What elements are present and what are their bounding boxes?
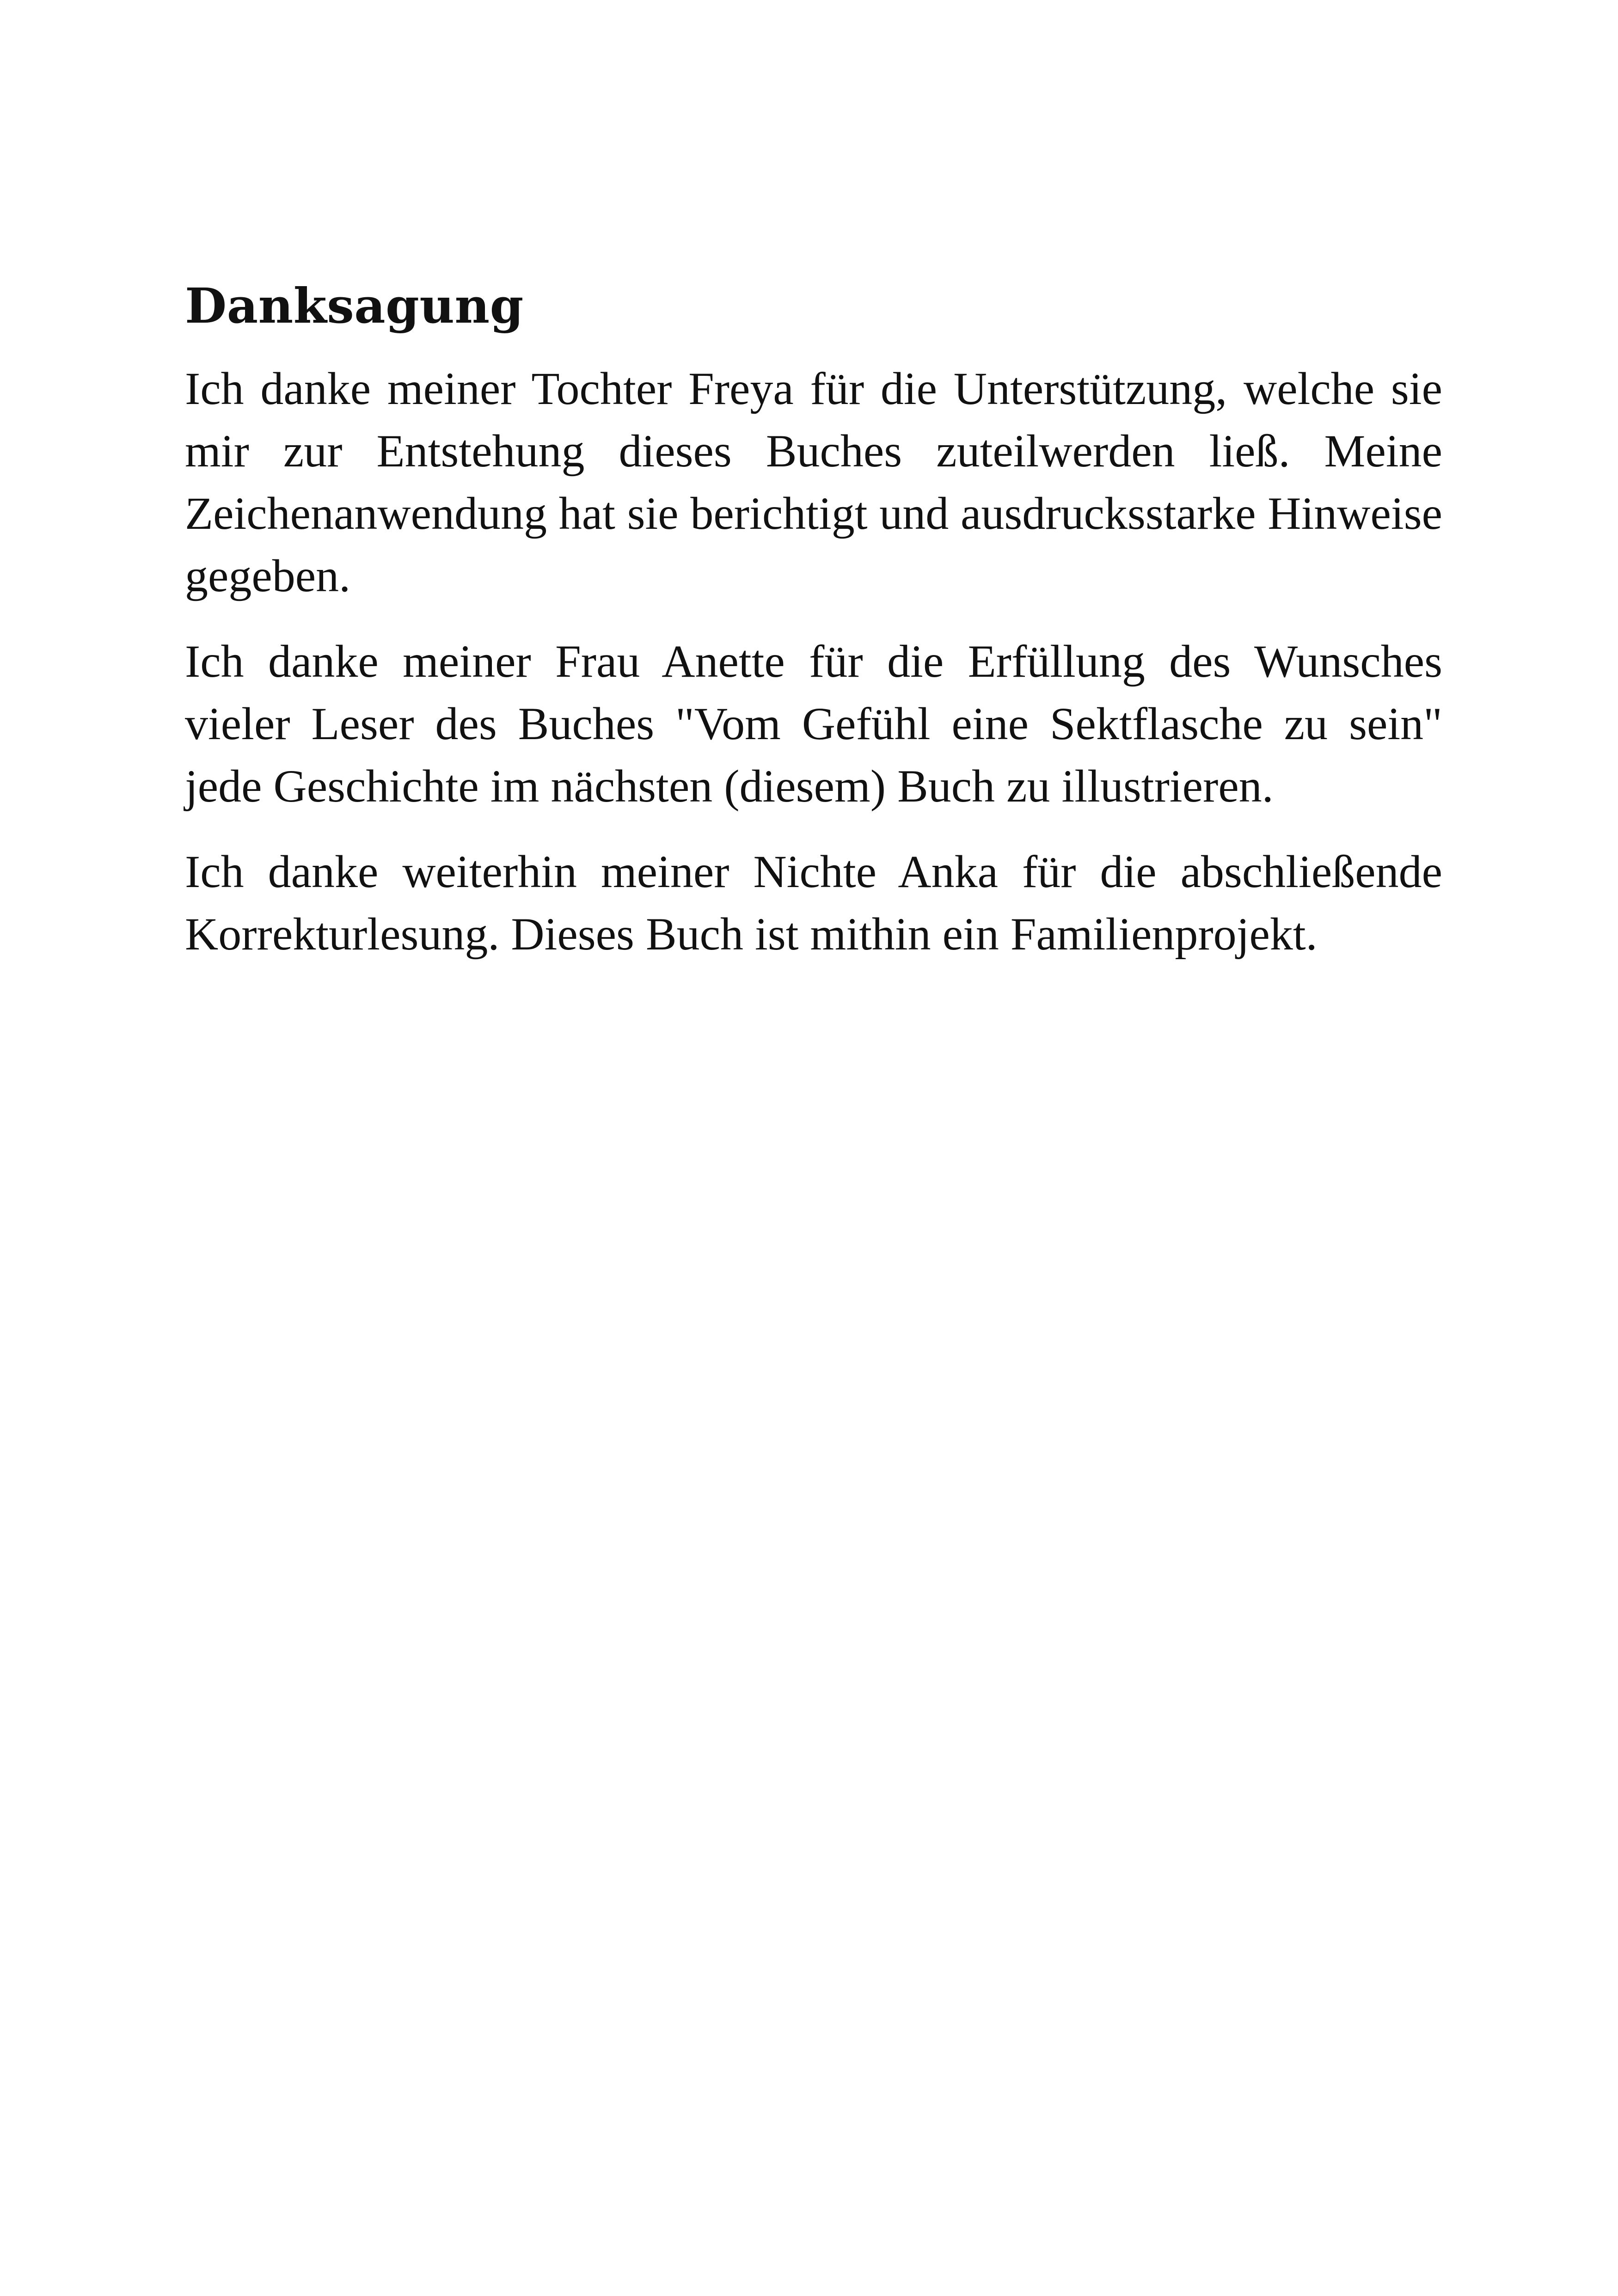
page-title: Danksagung [185,277,524,334]
paragraph-2: Ich danke meiner Frau Anette für die Erfüllung des Wunsches vieler Leser des Buches "Vom Gefühl eine Sektflasche zu sein" jede Geschichte im nächsten (diesem) Buch zu illustrieren. [185,635,1442,812]
page-content [185,277,1442,988]
paragraph-1: Ich danke meiner Tochter Freya für die Unterstützung, welche sie mir zur Entstehung dieses Buches zuteilwerden ließ. Meine Zeichenanwendung hat sie berichtigt und ausdrucksstarke Hinweise gegeben. [185,362,1442,601]
paragraph-3: Ich danke weiterhin meiner Nichte Anka für die abschließende Korrekturlesung. Dieses Buch ist mithin ein Familienprojekt. [185,845,1442,960]
